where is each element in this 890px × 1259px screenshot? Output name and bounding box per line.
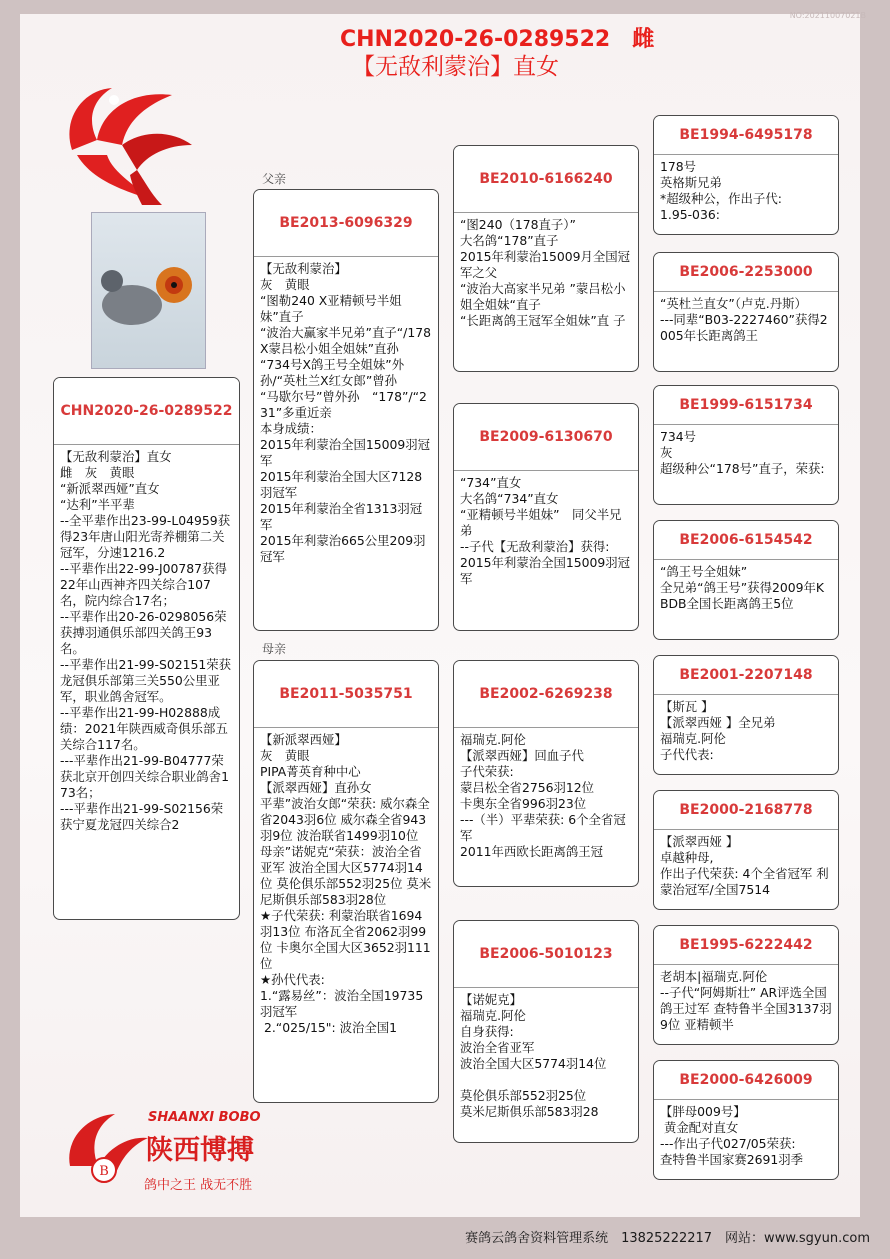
card-mother-id: BE2011-5035751 bbox=[254, 661, 438, 728]
card-ffm-id: BE2006-2253000 bbox=[654, 253, 838, 292]
card-father-id: BE2013-6096329 bbox=[254, 190, 438, 257]
card-fm-text: “734”直女 大名鸽“734”直女 “亚精顿号半姐妹” 同父半兄弟 --子代【无敌利蒙治】获得: 2015年利蒙治全国15009羽冠军 bbox=[460, 475, 631, 586]
card-mff bbox=[653, 655, 839, 775]
card-mfm-id: BE2000-2168778 bbox=[654, 791, 838, 830]
card-father-text: 【无敌利蒙治】 灰 黄眼 “图勒240 X亚精顿号半姐妹”直子 “波治大赢家半兄弟”直子“/178 X蒙吕松小姐全姐妹”直孙 “734号X鸽王号全姐妹”外孙/“英杜兰X红女郎”曾孙 “马歇尔号”曾外孙 “178”/“231”多重近亲 本身成绩： 2015年利蒙治全国15009羽冠军 2015年利蒙治全国大区7128羽冠军 2015年利蒙治全省1313羽冠军 2015年利蒙治665公里209羽冠军 bbox=[260, 261, 431, 564]
footer bbox=[0, 1217, 890, 1259]
card-ff bbox=[453, 145, 639, 372]
card-fmf-id: BE1999-6151734 bbox=[654, 386, 838, 425]
card-mf-text: 福瑞克.阿伦 【派翠西娅】回血子代 子代荣获: 蒙吕松全省2756羽12位 卡奥东全省996羽23位 ---（半）平辈荣获: 6个全省冠军 2011年西欧长距离鸽王冠 bbox=[460, 732, 626, 859]
card-fm bbox=[453, 403, 639, 631]
page-title: CHN2020-26-0289522 雌 bbox=[340, 27, 655, 52]
card-mff-id: BE2001-2207148 bbox=[654, 656, 838, 695]
card-fmm-id: BE2006-6154542 bbox=[654, 521, 838, 560]
card-mm-id: BE2006-5010123 bbox=[454, 921, 638, 988]
card-father bbox=[253, 189, 439, 631]
brand-slogan: 鸽中之王 战无不胜 bbox=[144, 1178, 253, 1193]
card-mf-id: BE2002-6269238 bbox=[454, 661, 638, 728]
card-mff-text: 【斯瓦 】 【派翠西娅 】全兄弟 福瑞克.阿伦 子代代表: bbox=[660, 699, 776, 762]
card-fff-text: 178号 英格斯兄弟 *超级种公，作出子代: 1.95-036: bbox=[660, 159, 782, 222]
card-mmm-text: 【胖母009号】 黄金配对直女 ---作出子代027/05荣获: 查特鲁半国家赛2691羽季 bbox=[660, 1104, 804, 1167]
phoenix-logo-icon bbox=[52, 60, 202, 210]
brand-cn: 陕西博搏 bbox=[146, 1135, 254, 1166]
card-ff-text: “图240（178直子）” 大名鸽“178”直子 2015年利蒙治15009月全国冠军之父 “波治大高家半兄弟 ”蒙吕松小姐全姐妹“直子 “长距离鸽王冠军全姐妹”直 子 bbox=[460, 217, 631, 328]
brand-block bbox=[60, 1098, 261, 1198]
pigeon-icon bbox=[92, 213, 205, 368]
card-ff-id: BE2010-6166240 bbox=[454, 146, 638, 213]
card-ffm-text: “英杜兰直女”（卢克.丹斯） ---同辈“B03-2227460”获得2005年长距离鸽王 bbox=[660, 296, 828, 343]
card-self-text: 【无敌利蒙治】直女 雌 灰 黄眼 “新派翠西娅”直女 “达利”半平辈 --全平辈作出23-99-L04959获得23年唐山阳光寄养棚第二关冠军，分速1216.2 --平辈作出22-99-J00787获得22年山西神齐四关综合107名，院内综合17名； --平辈作出20-26-0298056荣获搏羽通俱乐部四关鸽王93名。 --平辈作出21-99-S02151荣获龙冠俱乐部第三关550公里亚军，职业鸽舍冠军。 --平辈作出21-99-H02888成绩：2021年陕西威奇俱乐部五关综合117名。 ---平辈作出21-99-B04777荣获北京开创四关综合职业鸽舍173名； ---平辈作出21-99-S02156荣获宁夏龙冠四关综合2 bbox=[60, 449, 232, 832]
card-mm bbox=[453, 920, 639, 1143]
card-mmf bbox=[653, 925, 839, 1045]
pigeon-photo bbox=[91, 212, 206, 369]
father-label: 父亲 bbox=[262, 172, 287, 186]
card-mother-text: 【新派翠西娅】 灰 黄眼 PIPA菁英育种中心 【派翠西娅】直孙女 平辈”波治女郎“荣获: 威尔森全省2043羽6位 威尔森全省943羽9位 波治联省1499羽10位 母亲”诺妮克“荣获：波治全省亚军 波治全国大区5774羽14位 莫伦俱乐部552羽25位 莫米尼斯俱乐部583羽28位 ★子代荣获: 利蒙治联省1694羽13位 布洛瓦全省2062羽99位 卡奥尔全国大区3652羽111位 ★孙代代表: 1.“露易丝”：波治全国19735羽冠军 2.“025/15": 波治全国1 bbox=[260, 732, 432, 1035]
card-self bbox=[53, 377, 240, 920]
brand-badge: B bbox=[99, 1164, 109, 1179]
card-self-id: CHN2020-26-0289522 bbox=[54, 378, 239, 445]
card-mm-text: 【诺妮克】 福瑞克.阿伦 自身获得: 波治全省亚军 波治全国大区5774羽14位 莫伦俱乐部552羽25位 莫米尼斯俱乐部583羽28 bbox=[460, 992, 607, 1119]
page-subtitle: 【无敌利蒙治】直女 bbox=[352, 54, 559, 80]
card-mf bbox=[453, 660, 639, 887]
card-mmf-id: BE1995-6222442 bbox=[654, 926, 838, 965]
card-fm-id: BE2009-6130670 bbox=[454, 404, 638, 471]
card-fmf-text: 734号 灰 超级种公“178号”直子，荣获: bbox=[660, 429, 825, 476]
brand-logo-icon bbox=[60, 1106, 150, 1196]
card-fff-id: BE1994-6495178 bbox=[654, 116, 838, 155]
card-fmf bbox=[653, 385, 839, 505]
card-mmm-id: BE2000-6426009 bbox=[654, 1061, 838, 1100]
card-fmm-text: “鸽王号全姐妹” 全兄弟“鸽王号”获得2009年KBDB全国长距离鸽王5位 bbox=[660, 564, 825, 611]
card-mfm-text: 【派翠西娅 】 卓越种母, 作出子代荣获: 4个全省冠军 利蒙治冠军/全国7514 bbox=[660, 834, 829, 897]
mother-label: 母亲 bbox=[262, 642, 287, 656]
card-mmm bbox=[653, 1060, 839, 1180]
card-fff bbox=[653, 115, 839, 235]
brand-en: SHAANXI BOBO bbox=[148, 1110, 261, 1125]
card-ffm bbox=[653, 252, 839, 372]
card-mmf-text: 老胡本|福瑞克.阿伦 --子代“阿姆斯壮” AR评选全国鸽王过军 查特鲁半全国3137羽9位 亚精顿半 bbox=[660, 969, 832, 1032]
card-mfm bbox=[653, 790, 839, 910]
serial-number: NO:20211007021B bbox=[789, 11, 866, 20]
card-mother bbox=[253, 660, 439, 1103]
card-fmm bbox=[653, 520, 839, 640]
footer-text: 赛鸽云鸽舍资料管理系统 13825222217 网站：www.sgyun.com bbox=[465, 1231, 870, 1246]
